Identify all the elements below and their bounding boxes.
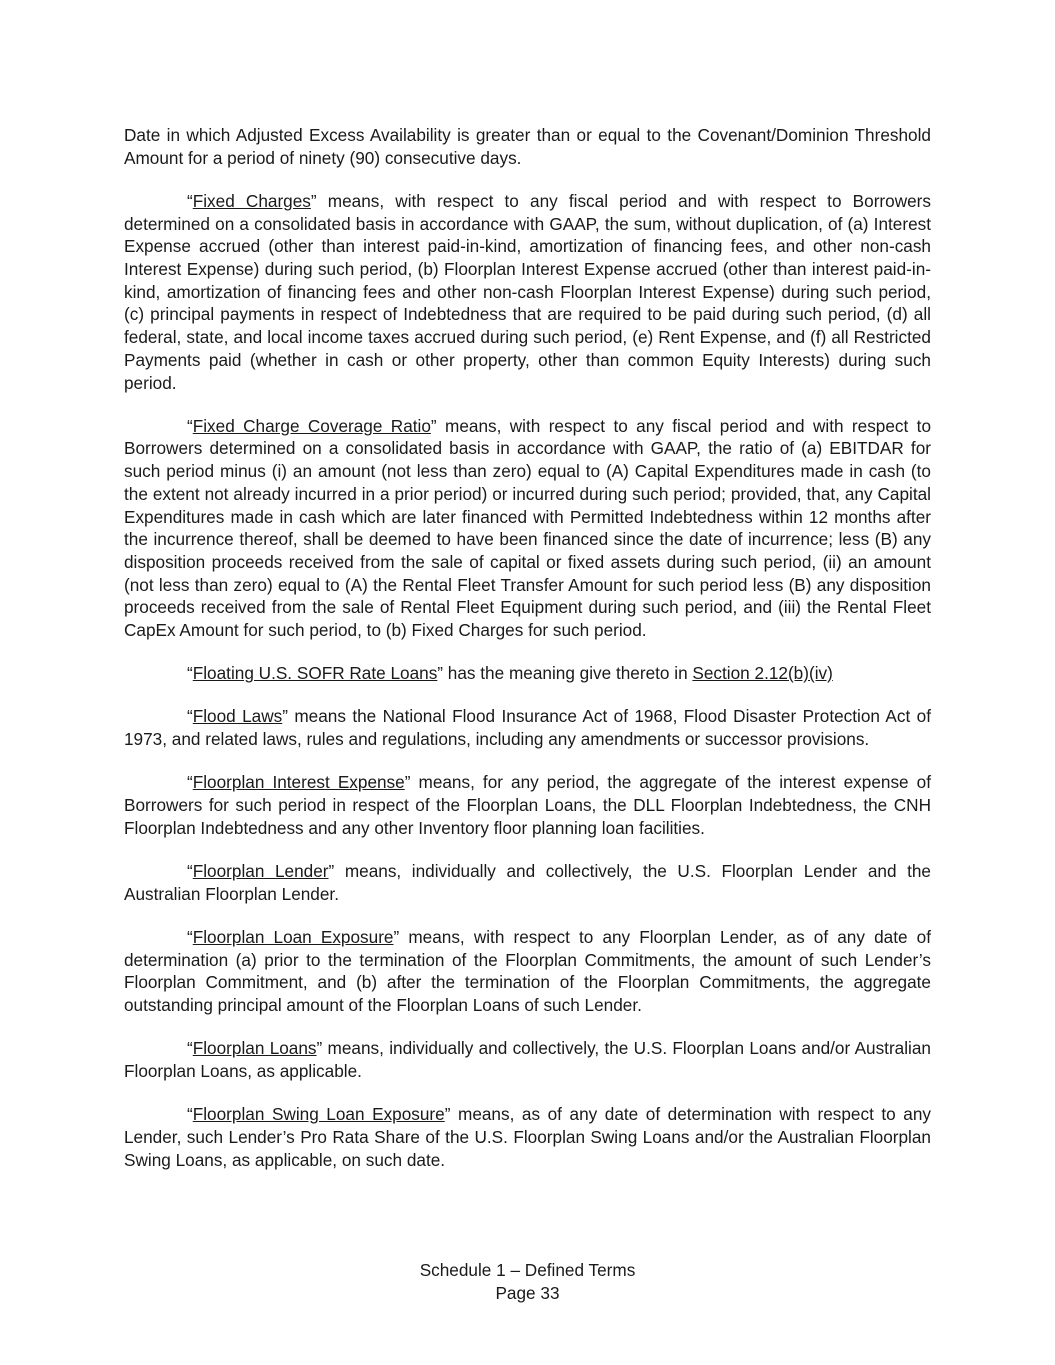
paragraph-text: ” means the National Flood Insurance Act of 1968, Flood Disaster Protection Act of 1973, and related laws, rules and regulations, including any amendments or successor provisions.: [124, 706, 931, 750]
defined-term: Floorplan Loan Exposure: [192, 926, 394, 947]
paragraph-floorplan-loans: [124, 1037, 931, 1082]
paragraph-text: “: [187, 706, 193, 727]
defined-term: Floating U.S. SOFR Rate Loans: [192, 663, 438, 684]
paragraph-text: ” means, individually and collectively, the U.S. Floorplan Lender and the Australian Floorplan Lender.: [124, 860, 931, 904]
paragraph-fixed-charges: [124, 190, 931, 394]
defined-term: Fixed Charge Coverage Ratio: [192, 415, 431, 436]
paragraph-text: ” means, with respect to any fiscal period and with respect to Borrowers determined on a consolidated basis in accordance with GAAP, the sum, without duplication, of (a) Interest Expense accrued (other than interest paid-in-kind, amortization of financing fees, and other non-cash Interest Expense) during such period, (b) Floorplan Interest Expense accrued (other than interest paid-in-kind, amortization of financing fees and other non-cash Floorplan Interest Expense) during such period, (c) principal payments in respect of Indebtedness that are required to be paid during such period, (d) all federal, state, and local income taxes accrued during such period, (e) Rent Expense, and (f) all Restricted Payments paid (whether in cash or other property, other than common Equity Interests) during such period.: [124, 190, 931, 393]
paragraph-text: ” means, as of any date of determination with respect to any Lender, such Lender’s Pro Rata Share of the U.S. Floorplan Swing Loans and/or the Australian Floorplan Swing Loans, as applicable, on such date.: [124, 1104, 932, 1170]
document-body: [124, 124, 931, 1192]
footer-schedule-title: Schedule 1 – Defined Terms: [419, 1260, 636, 1280]
paragraph-text: “: [187, 190, 193, 211]
paragraph-text: Date in which Adjusted Excess Availability is greater than or equal to the Covenant/Dominion Threshold Amount for a period of ninety (90) consecutive days.: [124, 125, 931, 168]
paragraph-text: “: [187, 415, 193, 436]
paragraph-floorplan-lender: [124, 860, 931, 905]
paragraph-text: “: [187, 1038, 193, 1059]
paragraph-fixed-charge-coverage-ratio: [124, 415, 931, 642]
defined-term: Flood Laws: [192, 706, 283, 727]
paragraph-text: “: [187, 860, 193, 881]
section-reference: Section 2.12(b)(iv): [692, 663, 833, 684]
paragraph-text: ” means, individually and collectively, the U.S. Floorplan Loans and/or Australian Floorplan Loans, as applicable.: [124, 1038, 931, 1081]
paragraph-text: “: [187, 926, 193, 947]
defined-term: Floorplan Swing Loan Exposure: [192, 1104, 445, 1125]
paragraph-continuation: [124, 124, 931, 169]
defined-term: Floorplan Loans: [192, 1038, 317, 1059]
paragraph-text: “: [187, 663, 193, 684]
paragraph-floorplan-loan-exposure: [124, 926, 931, 1017]
paragraph-floating-us-sofr-rate-loans: [124, 662, 931, 685]
paragraph-floorplan-interest-expense: [124, 771, 931, 839]
defined-term: Floorplan Lender: [192, 860, 329, 881]
defined-term: Floorplan Interest Expense: [192, 772, 405, 793]
paragraph-text: ” means, with respect to any Floorplan Lender, as of any date of determination (a) prior to the termination of the Floorplan Commitments, the amount of such Lender’s Floorplan Commitment, and (b) after the termination of the Floorplan Commitments, the aggregate outstanding principal amount of the Floorplan Loans of such Lender.: [124, 926, 931, 1015]
defined-term: Fixed Charges: [192, 190, 311, 211]
paragraph-text: ” has the meaning give thereto in: [437, 663, 693, 684]
paragraph-text: ” means, with respect to any fiscal period and with respect to Borrowers determined on a consolidated basis in accordance with GAAP, the ratio of (a) EBITDAR for such period minus (i) an amount (not less than zero) equal to (A) Capital Expenditures made in cash (to the extent not already incurred in a prior period) or incurred during such period; provided, that, any Capital Expenditures made in cash which are later financed with Permitted Indebtedness within 12 months after the incurrence thereof, shall be deemed to have been financed since the date of incurrence; less (B) any disposition proceeds received from the sale of capital or fixed assets during such period, (ii) an amount (not less than zero) equal to (A) the Rental Fleet Transfer Amount for such period less (B) any disposition proceeds received from the sale of Rental Fleet Equipment during such period, and (iii) the Rental Fleet CapEx Amount for such period, to (b) Fixed Charges for such period.: [124, 415, 932, 641]
paragraph-text: “: [187, 772, 193, 793]
page-footer: [0, 1259, 1055, 1305]
paragraph-flood-laws: [124, 705, 931, 750]
paragraph-text: ” means, for any period, the aggregate of the interest expense of Borrowers for such period in respect of the Floorplan Loans, the DLL Floorplan Indebtedness, the CNH Floorplan Indebtedness and any other Inventory floor planning loan facilities.: [124, 772, 931, 838]
paragraph-text: “: [187, 1104, 193, 1125]
paragraph-floorplan-swing-loan-exposure: [124, 1103, 931, 1171]
footer-page-number: Page 33: [495, 1283, 560, 1303]
